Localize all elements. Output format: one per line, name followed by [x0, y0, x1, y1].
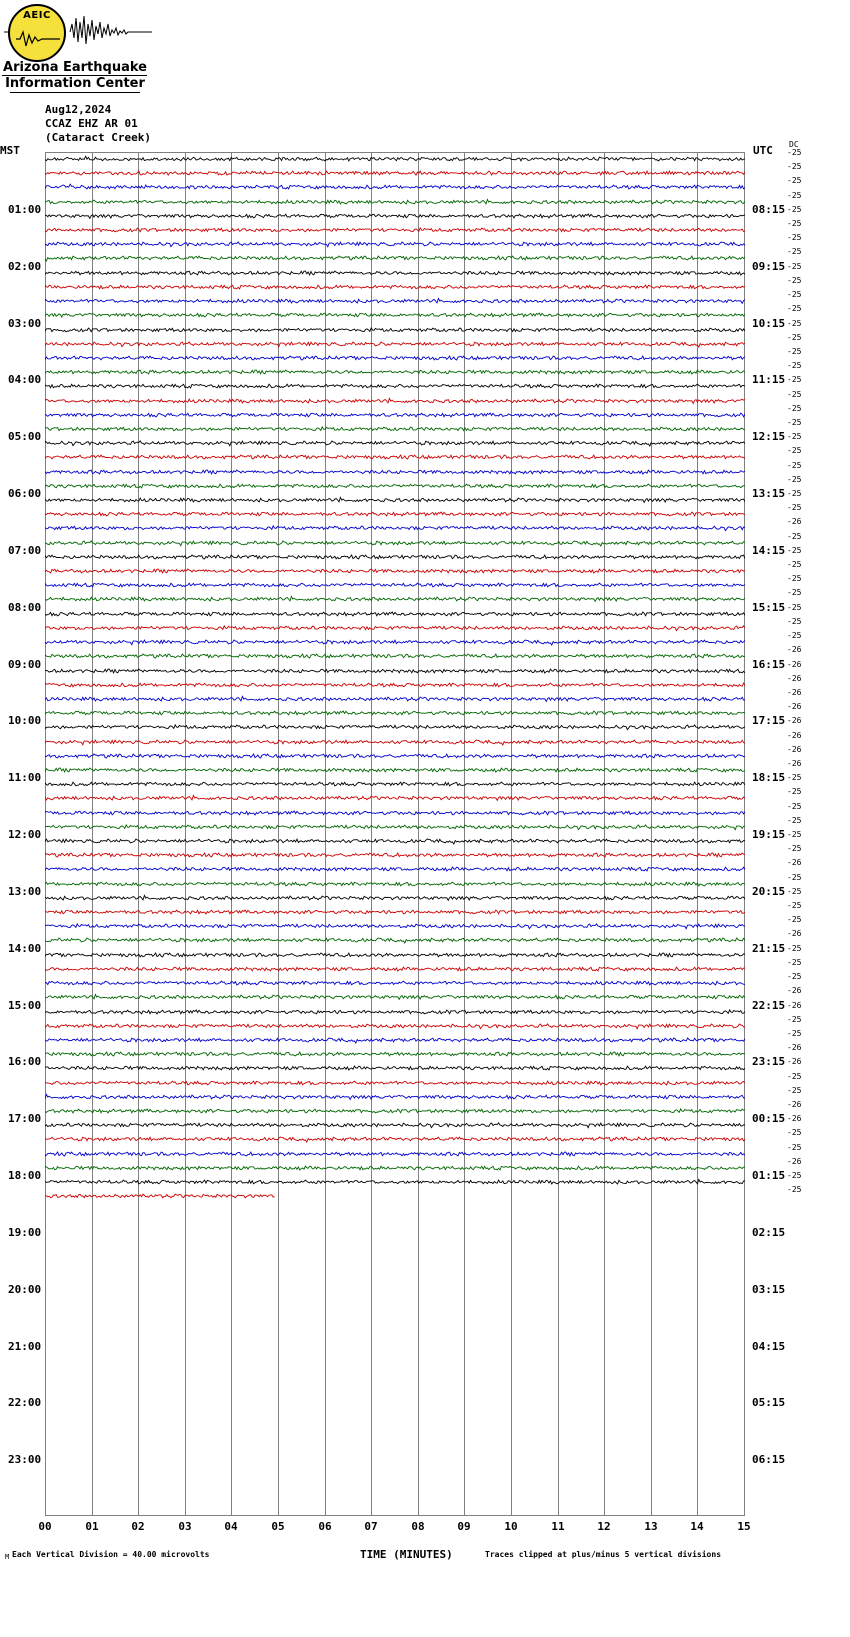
x-axis-tick-label: 14 [690, 1520, 704, 1533]
dc-offset-value: -26 [787, 986, 802, 996]
dc-offset-value: -26 [787, 858, 802, 868]
seismic-trace [45, 862, 745, 876]
seismic-trace [45, 777, 745, 791]
seismic-trace [45, 578, 745, 592]
mst-hour-label: 07:00 [8, 543, 42, 557]
x-axis-tick-label: 03 [178, 1520, 192, 1533]
utc-hour-label: 08:15 [752, 202, 786, 216]
seismic-trace [45, 1132, 745, 1146]
dc-column-label: DC [789, 140, 799, 149]
dc-offset-value: -25 [787, 204, 802, 214]
seismic-trace [45, 507, 745, 521]
seismic-trace [45, 678, 745, 692]
seismic-trace [45, 564, 745, 578]
seismic-trace [45, 379, 745, 393]
dc-offset-value: -25 [787, 1028, 802, 1038]
seismic-trace [45, 664, 745, 678]
seismic-trace [45, 294, 745, 308]
utc-hour-label: 13:15 [752, 487, 786, 500]
seismic-trace [45, 351, 745, 365]
seismic-trace [45, 763, 745, 777]
dc-offset-value: -26 [787, 758, 802, 768]
utc-hour-label: 02:15 [752, 1225, 786, 1239]
mst-hour-label: 21:00 [8, 1339, 42, 1353]
seismic-trace [45, 592, 745, 606]
dc-offset-value: -25 [787, 190, 802, 200]
dc-offset-value: -26 [787, 730, 802, 740]
seismic-trace [45, 891, 745, 905]
scale-mark: M [5, 1553, 10, 1561]
utc-hour-label: 23:15 [752, 1055, 786, 1069]
utc-hour-label: 04:15 [752, 1339, 786, 1353]
mst-hour-label: 10:00 [8, 714, 42, 728]
dc-offset-value: -25 [787, 1128, 802, 1138]
dc-offset-value: -25 [787, 474, 802, 484]
seismic-trace [45, 848, 745, 862]
dc-offset-value: -25 [787, 560, 802, 570]
mst-hour-label: 11:00 [8, 771, 42, 785]
seismic-trace [45, 621, 745, 635]
seismic-trace [45, 436, 745, 450]
logo-title-line2: Information Center [5, 76, 145, 91]
seismic-trace [45, 877, 745, 891]
seismic-trace [45, 422, 745, 436]
dc-offset-value: -25 [787, 460, 802, 470]
dc-offset-value: -25 [787, 389, 802, 399]
clip-note: Traces clipped at plus/minus 5 vertical divisions [485, 1550, 722, 1559]
seismic-trace [45, 237, 745, 251]
dc-offset-value: -25 [787, 361, 802, 371]
dc-offset-value: -25 [787, 943, 802, 953]
left-axis-label: MST [0, 144, 20, 157]
dc-offset-value: -25 [787, 815, 802, 825]
seismic-trace [45, 706, 745, 720]
mst-hour-label: 18:00 [8, 1169, 42, 1182]
dc-offset-value: -26 [787, 673, 802, 683]
seismic-trace [45, 180, 745, 194]
dc-offset-value: -25 [787, 972, 802, 982]
station-name: (Cataract Creek) [45, 131, 151, 144]
mst-hour-label: 19:00 [8, 1225, 42, 1239]
mst-hour-label: 22:00 [8, 1396, 42, 1410]
dc-offset-value: -25 [787, 275, 802, 285]
utc-hour-label: 21:15 [752, 941, 786, 955]
mst-hour-label: 16:00 [8, 1055, 42, 1069]
seismic-trace [45, 749, 745, 763]
record-date: Aug12,2024 [45, 103, 112, 116]
dc-offset-value: -26 [787, 517, 802, 527]
seismic-trace [45, 919, 745, 933]
dc-offset-value: -25 [787, 219, 802, 229]
helicorder-plot [45, 152, 745, 1516]
dc-offset-value: -25 [787, 1085, 802, 1095]
dc-offset-value: -25 [787, 432, 802, 442]
seismic-trace [45, 1076, 745, 1090]
seismic-trace [45, 152, 745, 166]
dc-offset-value: -25 [787, 901, 802, 911]
seismic-trace [45, 209, 745, 223]
seismic-trace [45, 166, 745, 180]
seismic-trace [45, 990, 745, 1004]
utc-hour-label: 22:15 [752, 998, 786, 1012]
utc-hour-label: 15:15 [752, 600, 786, 614]
utc-hour-label: 16:15 [752, 657, 786, 671]
utc-hour-label: 18:15 [752, 771, 786, 785]
seismic-trace [45, 1090, 745, 1104]
seismic-trace [45, 465, 745, 479]
scale-note: Each Vertical Division = 40.00 microvolts [12, 1550, 210, 1559]
logo-sun-waveform-icon [16, 28, 60, 50]
mst-hour-label: 04:00 [8, 373, 42, 387]
mst-hour-label: 05:00 [8, 430, 42, 444]
seismic-trace [45, 550, 745, 564]
seismic-trace [45, 394, 745, 408]
x-axis-tick-label: 06 [318, 1520, 332, 1533]
dc-offset-value: -25 [787, 801, 802, 811]
seismic-trace [45, 1175, 745, 1189]
seismic-trace [45, 521, 745, 535]
dc-offset-value: -25 [787, 176, 802, 186]
seismic-trace [45, 280, 745, 294]
dc-offset-value: -25 [787, 1014, 802, 1024]
utc-hour-label: 01:15 [752, 1169, 786, 1182]
dc-offset-value: -26 [787, 687, 802, 697]
seismic-trace [45, 493, 745, 507]
seismic-trace [45, 1019, 745, 1033]
dc-offset-value: -25 [787, 261, 802, 271]
dc-offset-value: -25 [787, 574, 802, 584]
dc-offset-value: -25 [787, 304, 802, 314]
x-axis-tick-label: 08 [411, 1520, 425, 1533]
seismic-trace [45, 365, 745, 379]
mst-hour-label: 15:00 [8, 998, 42, 1012]
mst-hour-label: 23:00 [8, 1453, 42, 1467]
dc-offset-value: -25 [787, 1171, 802, 1180]
channel-id: CCAZ EHZ AR 01 [45, 117, 138, 130]
dc-offset-value: -25 [787, 631, 802, 641]
dc-offset-value: -25 [787, 915, 802, 925]
seismic-trace [45, 720, 745, 734]
dc-offset-value: -25 [787, 375, 802, 385]
mst-hour-label: 06:00 [8, 487, 42, 500]
mst-hour-label: 01:00 [8, 202, 42, 216]
utc-hour-label: 09:15 [752, 259, 786, 273]
x-axis-tick-label: 01 [85, 1520, 99, 1533]
seismic-trace [45, 1005, 745, 1019]
dc-offset-value: -25 [787, 616, 802, 626]
seismic-trace [45, 905, 745, 919]
utc-hour-label: 19:15 [752, 828, 786, 841]
seismic-trace [45, 408, 745, 422]
mst-hour-label: 14:00 [8, 941, 42, 955]
dc-offset-value: -25 [787, 332, 802, 342]
dc-offset-value: -25 [787, 1185, 802, 1195]
seismic-trace [45, 1104, 745, 1118]
x-axis-tick-label: 07 [364, 1520, 378, 1533]
seismic-trace [45, 337, 745, 351]
dc-offset-value: -26 [787, 1156, 802, 1166]
dc-offset-value: -25 [787, 886, 802, 896]
right-axis-label: UTC [753, 144, 773, 157]
utc-hour-label: 14:15 [752, 543, 786, 557]
seismic-trace [45, 735, 745, 749]
seismic-trace [45, 1189, 745, 1203]
seismic-trace [45, 649, 745, 663]
x-axis-tick-label: 13 [644, 1520, 658, 1533]
dc-offset-value: -25 [787, 233, 802, 243]
dc-offset-value: -26 [787, 1043, 802, 1053]
dc-offset-value: -25 [787, 318, 802, 328]
seismic-trace [45, 948, 745, 962]
dc-offset-value: -25 [787, 148, 802, 157]
dc-offset-value: -25 [787, 602, 802, 612]
x-axis-tick-label: 05 [271, 1520, 285, 1533]
dc-offset-value: -26 [787, 645, 802, 655]
dc-offset-value: -25 [787, 787, 802, 797]
seismic-trace [45, 635, 745, 649]
dc-offset-value: -26 [787, 1099, 802, 1109]
seismic-trace [45, 933, 745, 947]
seismic-trace [45, 806, 745, 820]
seismic-trace [45, 323, 745, 337]
seismic-trace [45, 1161, 745, 1175]
x-axis-tick-label: 00 [38, 1520, 52, 1533]
x-axis-tick-label: 02 [131, 1520, 145, 1533]
utc-hour-label: 11:15 [752, 373, 786, 387]
dc-offset-value: -25 [787, 1071, 802, 1081]
seismic-trace [45, 692, 745, 706]
dc-offset-value: -25 [787, 290, 802, 300]
x-axis-tick-label: 04 [224, 1520, 238, 1533]
seismic-trace [45, 308, 745, 322]
seismic-trace [45, 1147, 745, 1161]
dc-offset-value: -26 [787, 659, 802, 669]
dc-offset-value: -25 [787, 346, 802, 356]
logo-sun-label: AEIC [23, 10, 51, 21]
utc-hour-label: 03:15 [752, 1282, 786, 1296]
dc-offset-value: -25 [787, 417, 802, 427]
seismic-trace [45, 962, 745, 976]
utc-hour-label: 12:15 [752, 430, 786, 444]
x-axis-tick-label: 10 [504, 1520, 518, 1533]
dc-offset-value: -26 [787, 702, 802, 712]
dc-offset-value: -25 [787, 830, 802, 839]
utc-hour-label: 10:15 [752, 316, 786, 330]
dc-offset-value: -25 [787, 503, 802, 513]
dc-offset-value: -25 [787, 957, 802, 967]
dc-offset-value: -25 [787, 872, 802, 882]
mst-hour-label: 20:00 [8, 1282, 42, 1296]
seismic-trace [45, 1047, 745, 1061]
x-axis-tick-label: 12 [597, 1520, 611, 1533]
mst-hour-label: 13:00 [8, 884, 42, 898]
mst-hour-label: 09:00 [8, 657, 42, 671]
utc-hour-label: 00:15 [752, 1112, 786, 1126]
dc-offset-value: -25 [787, 446, 802, 456]
dc-offset-value: -26 [787, 716, 802, 726]
dc-offset-value: -25 [787, 588, 802, 598]
dc-offset-value: -25 [787, 489, 802, 498]
dc-offset-value: -26 [787, 1114, 802, 1124]
seismic-trace [45, 195, 745, 209]
x-axis-title: TIME (MINUTES) [360, 1548, 453, 1561]
utc-hour-label: 05:15 [752, 1396, 786, 1410]
mst-hour-label: 17:00 [8, 1112, 42, 1126]
x-axis-tick-label: 11 [551, 1520, 565, 1533]
seismic-trace [45, 820, 745, 834]
dc-offset-value: -25 [787, 531, 802, 541]
logo-divider-2 [10, 92, 140, 93]
seismic-trace [45, 607, 745, 621]
dc-offset-value: -26 [787, 1000, 802, 1010]
seismic-trace [45, 1033, 745, 1047]
dc-offset-value: -25 [787, 773, 802, 783]
seismic-trace [45, 479, 745, 493]
aeic-logo [0, 2, 300, 92]
x-axis-tick-label: 15 [737, 1520, 751, 1533]
seismic-trace [45, 450, 745, 464]
seismic-trace [45, 266, 745, 280]
seismic-trace [45, 1118, 745, 1132]
plot-frame [45, 1515, 745, 1516]
dc-offset-value: -25 [787, 247, 802, 257]
seismic-trace [45, 976, 745, 990]
seismic-trace [45, 251, 745, 265]
logo-sun-icon [8, 4, 66, 62]
seismic-trace [45, 834, 745, 848]
seismic-trace [45, 536, 745, 550]
mst-hour-label: 03:00 [8, 316, 42, 330]
dc-offset-value: -25 [787, 1142, 802, 1152]
seismic-trace [45, 791, 745, 805]
dc-offset-value: -26 [787, 1057, 802, 1067]
mst-hour-label: 02:00 [8, 259, 42, 273]
utc-hour-label: 06:15 [752, 1453, 786, 1467]
utc-hour-label: 20:15 [752, 884, 786, 898]
seismic-trace [45, 1061, 745, 1075]
dc-offset-value: -25 [787, 545, 802, 555]
dc-offset-value: -26 [787, 929, 802, 939]
utc-hour-label: 17:15 [752, 714, 786, 728]
dc-offset-value: -25 [787, 162, 802, 172]
dc-offset-value: -25 [787, 844, 802, 854]
dc-offset-value: -25 [787, 403, 802, 413]
mst-hour-label: 12:00 [8, 828, 42, 841]
mst-hour-label: 08:00 [8, 600, 42, 614]
x-axis-tick-label: 09 [457, 1520, 471, 1533]
dc-offset-value: -26 [787, 744, 802, 754]
seismic-trace [45, 223, 745, 237]
logo-title-line1: Arizona Earthquake [3, 60, 147, 75]
